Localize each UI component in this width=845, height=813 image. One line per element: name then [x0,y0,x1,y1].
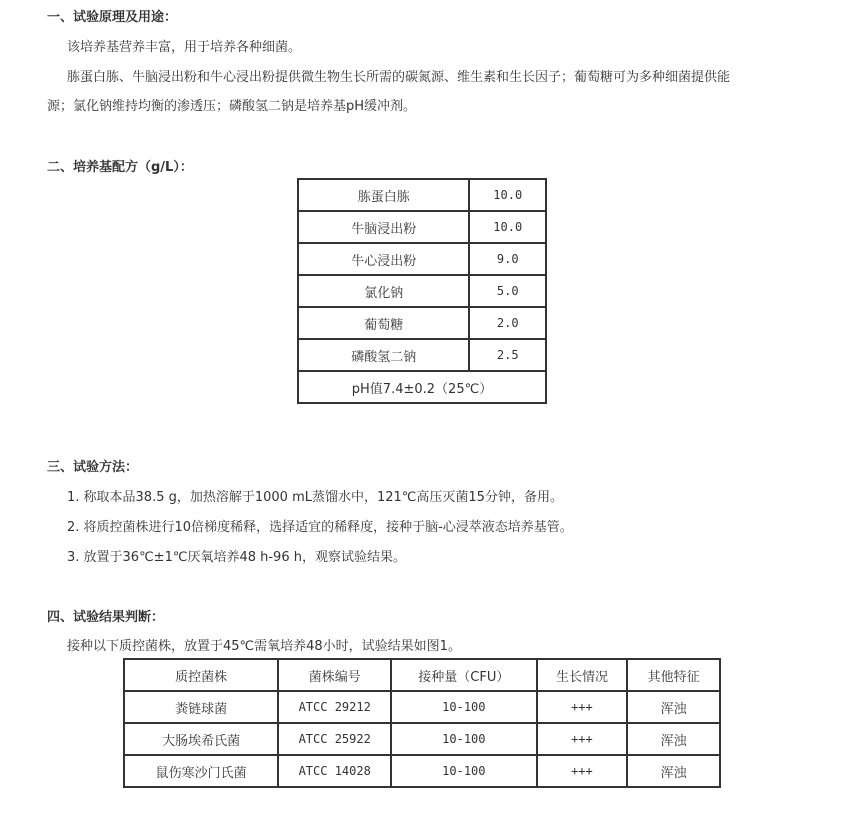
method-step-3: 3. 放置于36℃±1℃厌氧培养48 h-96 h，观察试验结果。 [67,550,406,565]
section1-heading: 一、试验原理及用途： [47,10,178,25]
strain-name: 鼠伤寒沙门氏菌 [124,755,278,787]
ingredient-amount: 5.0 [469,275,546,307]
ingredient-name: 磷酸氢二钠 [298,339,469,371]
ph-value: pH值7.4±0.2（25℃） [298,371,546,403]
ingredient-name: 胨蛋白胨 [298,179,469,211]
strain-name: 大肠埃希氏菌 [124,723,278,755]
table-row [124,723,720,755]
section1-paragraph-1: 该培养基营养丰富，用于培养各种细菌。 [67,40,302,55]
column-header: 生长情况 [537,659,628,691]
strain-id: ATCC 14028 [278,755,391,787]
section4-heading: 四、试验结果判断： [47,610,165,625]
method-step-1: 1. 称取本品38.5 g，加热溶解于1000 mL蒸馏水中，121℃高压灭菌15分钟，备用。 [67,490,563,505]
inoculum: 10-100 [391,755,537,787]
ingredient-amount: 9.0 [469,243,546,275]
ingredient-amount: 10.0 [469,179,546,211]
table-row [124,755,720,787]
formula-row [298,339,546,371]
formula-table [297,178,547,404]
table-row [124,691,720,723]
formula-row [298,243,546,275]
section3-heading: 三、试验方法： [47,460,139,475]
inoculum: 10-100 [391,691,537,723]
formula-row [298,211,546,243]
strain-id: ATCC 25922 [278,723,391,755]
column-header: 质控菌株 [124,659,278,691]
ingredient-name: 牛脑浸出粉 [298,211,469,243]
ingredient-name: 葡萄糖 [298,307,469,339]
growth: +++ [537,691,628,723]
section1-paragraph-2b: 源；氯化钠维持均衡的渗透压；磷酸氢二钠是培养基pH缓冲剂。 [47,99,417,114]
results-header-row [124,659,720,691]
column-header: 菌株编号 [278,659,391,691]
other-feature: 浑浊 [627,755,720,787]
ingredient-name: 氯化钠 [298,275,469,307]
formula-ph-row [298,371,546,403]
growth: +++ [537,755,628,787]
growth: +++ [537,723,628,755]
column-header: 其他特征 [627,659,720,691]
formula-row [298,179,546,211]
ingredient-name: 牛心浸出粉 [298,243,469,275]
ingredient-amount: 2.0 [469,307,546,339]
method-step-2: 2. 将质控菌株进行10倍梯度稀释，选择适宜的稀释度，接种于脑-心浸萃液态培养基管。 [67,520,573,535]
section1-paragraph-2a: 胨蛋白胨、牛脑浸出粉和牛心浸出粉提供微生物生长所需的碳氮源、维生素和生长因子；葡萄糖可为多种细菌提供能 [67,70,731,85]
section4-intro: 接种以下质控菌株，放置于45℃需氧培养48小时，试验结果如图1。 [67,639,461,654]
other-feature: 浑浊 [627,723,720,755]
strain-name: 粪链球菌 [124,691,278,723]
results-table [123,658,721,788]
other-feature: 浑浊 [627,691,720,723]
column-header: 接种量（CFU） [391,659,537,691]
inoculum: 10-100 [391,723,537,755]
section2-heading: 二、培养基配方（g/L）： [47,160,193,175]
ingredient-amount: 2.5 [469,339,546,371]
formula-row [298,275,546,307]
ingredient-amount: 10.0 [469,211,546,243]
strain-id: ATCC 29212 [278,691,391,723]
formula-row [298,307,546,339]
